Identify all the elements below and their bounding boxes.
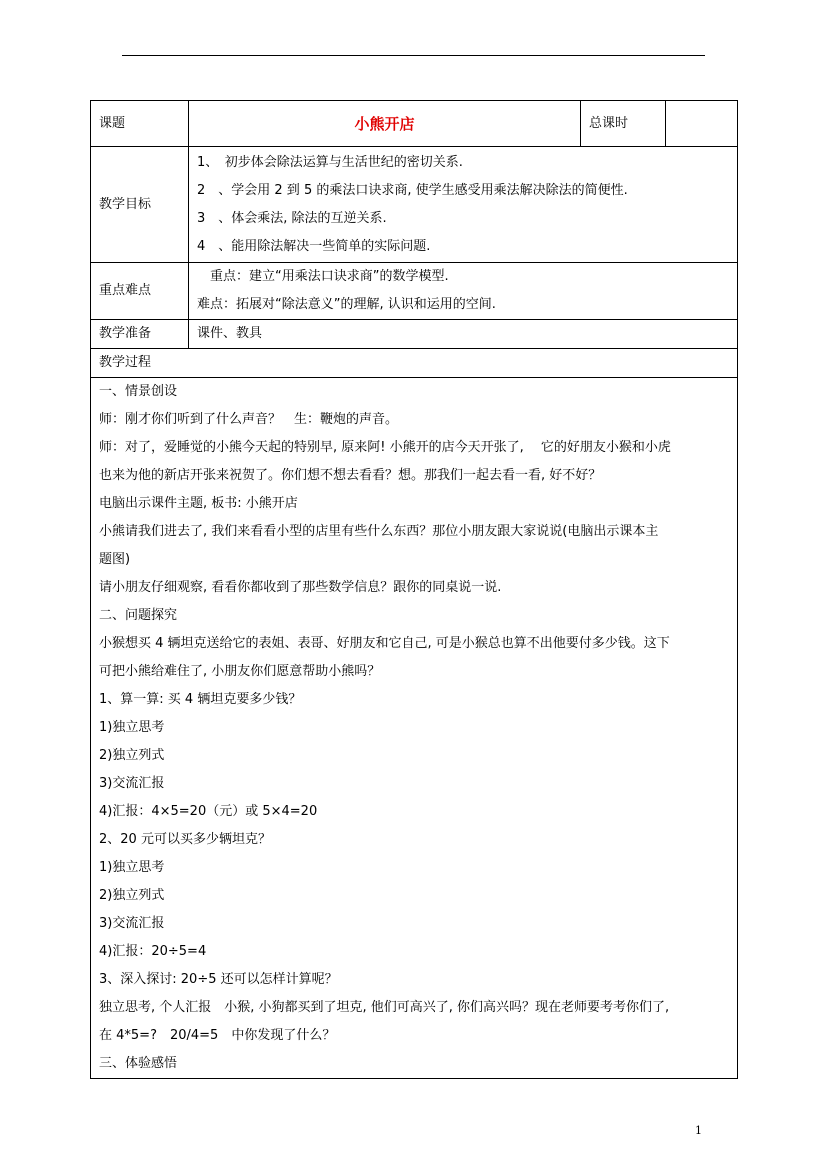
process-line: 也来为他的新店开张来祝贺了。你们想不想去看看？想。那我们一起去看一看, 好不好？: [99, 468, 602, 483]
objectives-label: 教学目标: [91, 147, 189, 263]
process-line: 2)独立列式: [99, 888, 165, 903]
objectives-content: [189, 147, 738, 263]
process-line: 1)独立思考: [99, 720, 165, 735]
process-line: 三、体验感悟: [99, 1056, 178, 1071]
process-line: 电脑出示课件主题, 板书: 小熊开店: [99, 496, 298, 511]
process-line: 2)独立列式: [99, 748, 165, 763]
topic-row: [91, 101, 738, 147]
process-line: 小猴想买 4 辆坦克送给它的表姐、表哥、好朋友和它自己, 可是小猴总也算不出他要付多少钱。这下: [99, 636, 670, 651]
process-label: 教学过程: [91, 349, 738, 378]
process-content: [91, 378, 738, 1079]
process-line: 一、情景创设: [99, 384, 178, 399]
preparation-label: 教学准备: [91, 320, 189, 349]
difficulty-line: 难点：拓展对“除法意义”的理解, 认识和运用的空间.: [197, 297, 496, 312]
lesson-plan-table: [90, 100, 738, 1079]
process-content-row: [91, 378, 738, 1079]
page-number: 1: [695, 1124, 702, 1137]
process-line: 2、20 元可以买多少辆坦克？: [99, 832, 271, 847]
process-header-row: [91, 349, 738, 378]
preparation-row: [91, 320, 738, 349]
key-points-content: [189, 263, 738, 320]
key-point-line: 重点：建立“用乘法口诀求商”的数学模型.: [197, 269, 449, 284]
objectives-row: [91, 147, 738, 263]
process-line: 独立思考, 个人汇报 小猴, 小狗都买到了坦克, 他们可高兴了, 你们高兴吗？现在老师要考考你们了,: [99, 1000, 670, 1015]
key-points-label: 重点难点: [91, 263, 189, 320]
process-line: 师：对了，爱睡觉的小熊今天起的特别早, 原来阿! 小熊开的店今天开张了, 它的好朋友小猴和小虎: [99, 440, 671, 455]
topic-label: 课题: [91, 101, 189, 147]
objective-item: 2 、学会用 2 到 5 的乘法口诀求商, 使学生感受用乘法解决除法的简便性.: [197, 182, 628, 198]
objective-item: 4 、能用除法解决一些简单的实际问题.: [197, 238, 431, 254]
process-line: 4)汇报：4×5=20（元）或 5×4=20: [99, 804, 318, 819]
process-line: 请小朋友仔细观察, 看看你都收到了那些数学信息？跟你的同桌说一说.: [99, 580, 502, 595]
topic-title: 小熊开店: [189, 101, 581, 147]
objective-item: 1、 初步体会除法运算与生活世纪的密切关系.: [197, 154, 463, 170]
process-line: 3、深入探讨: 20÷5 还可以怎样计算呢？: [99, 972, 338, 987]
total-hours-value: [666, 101, 738, 147]
process-line: 1、算一算: 买 4 辆坦克要多少钱？: [99, 692, 302, 707]
process-line: 在 4*5=? 20/4=5 中你发现了什么？: [99, 1028, 336, 1043]
process-line: 3)交流汇报: [99, 916, 165, 931]
process-line: 可把小熊给难住了, 小朋友你们愿意帮助小熊吗？: [99, 664, 381, 679]
preparation-value: 课件、教具: [189, 320, 738, 349]
objective-item: 3 、体会乘法, 除法的互逆关系.: [197, 210, 387, 226]
process-line: 小熊请我们进去了, 我们来看看小型的店里有些什么东西？那位小朋友跟大家说说(电脑出示课本主: [99, 524, 659, 539]
process-line: 3)交流汇报: [99, 776, 165, 791]
header-rule: [122, 55, 705, 56]
process-line: 1)独立思考: [99, 860, 165, 875]
total-hours-label: 总课时: [581, 101, 666, 147]
process-line: 师：刚才你们听到了什么声音？ 生：鞭炮的声音。: [99, 412, 399, 427]
process-line: 二、问题探究: [99, 608, 178, 623]
process-line: 4)汇报：20÷5=4: [99, 944, 207, 959]
process-line: 题图): [99, 552, 131, 567]
key-points-row: [91, 263, 738, 320]
